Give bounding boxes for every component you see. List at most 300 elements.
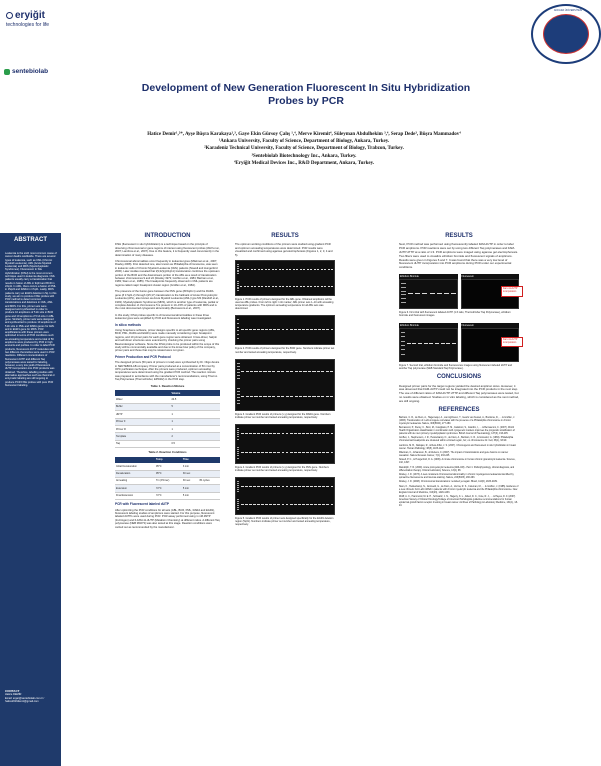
gel-band (263, 371, 266, 372)
gel-band (237, 369, 240, 370)
gel-band (273, 504, 276, 505)
table-cell: 24.5 (170, 396, 220, 403)
gel-band (275, 269, 277, 270)
gel-band (259, 396, 262, 397)
gel-band (401, 354, 405, 355)
gel-band (326, 329, 329, 330)
fig6-fl-label: Fluorescein (461, 274, 520, 279)
gel-band (237, 397, 240, 398)
gel-band (237, 290, 239, 291)
fig7-eb-label: Ethidium Bromide (399, 323, 458, 328)
gel-band (401, 345, 405, 346)
gel-band (321, 396, 324, 397)
gel-image-fig6-eb (399, 279, 458, 309)
gel-band (237, 436, 240, 437)
gel-band (268, 396, 271, 397)
gel-band (401, 302, 406, 303)
insilico-heading: In silico methods (115, 322, 142, 327)
gel-band (268, 371, 271, 372)
table-cell: 5 min (182, 492, 198, 499)
gel-band (257, 452, 260, 453)
gel-band (265, 504, 268, 505)
gel-band (237, 375, 240, 376)
gel-band (254, 396, 257, 397)
table-row (115, 396, 220, 403)
primer-text: The designed primers (50 pairs of primers in total) were synthesized by Dr. Oligo device in SENTEBIOLAB company. Primer pairs produced at a concentration of 50 nmol by OPC purification technique. After the primers were produced, optimum annealing temperatures were determined using the gradient PCR method. The reaction mixture was prepared in accordance with the manufacturer's recommendations, using Thermo Taq Polymerase (ThermoFisher, EP0402) in the PCR step. (115, 361, 220, 382)
gel-band (446, 343, 450, 344)
gel-band (306, 486, 309, 487)
gel-band (247, 286, 249, 287)
gel-band (326, 396, 329, 397)
gel-band (269, 452, 272, 453)
results-column-1 (235, 235, 335, 531)
gel-band (272, 286, 274, 287)
gel-band (321, 286, 323, 287)
gel-band (277, 452, 280, 453)
gel-band (429, 343, 433, 344)
gel-band (240, 286, 242, 287)
table-row (115, 426, 220, 433)
gel-band (245, 486, 248, 487)
gel-band (249, 433, 252, 434)
gel-band (318, 486, 321, 487)
references-heading: REFERENCES (438, 406, 480, 413)
gel-band (265, 329, 268, 330)
gel-band (324, 269, 326, 270)
gel-band (401, 336, 405, 337)
pcr-fluor-text: After optimizing the PCR conditions for all sets (ABL, BCR, PML, RARA and EGR1), fluorescent labeling studies of amplicons were started. For this purpose, fluorescent labeled dUTPs were used during PCR. PCR assay performed using 1 mM dNTP (Invitrogen) and 6-FAM-11-dUTP (Metabion Chemistry) at different ratios. A different Taq polymerase (NEB M0273) was also tested at this stage. Reaction conditions were carried out as recommended by the manufacturer. (115, 508, 220, 529)
table-cell: 1 (170, 418, 220, 425)
table-row (115, 411, 220, 418)
gel-band (253, 452, 256, 453)
gel-band (289, 269, 291, 270)
gel-band (290, 433, 293, 434)
gel-band (310, 452, 313, 453)
gel-band (286, 486, 289, 487)
gel-band (306, 452, 309, 453)
gel-band (237, 458, 240, 459)
gel-band (237, 430, 240, 431)
sentebiolab-mark-icon (4, 69, 10, 75)
gel-band (237, 428, 240, 429)
table-cell: 30 sec (182, 477, 198, 484)
introduction-column (115, 235, 220, 532)
gel-band (295, 371, 298, 372)
gel-band (296, 286, 298, 287)
gel-band (314, 433, 317, 434)
abstract-body: Leukemia is the sixth most common cause of cancer deaths worldwide. There are several types of leukemia, such as CML (Chronic Myeloid Leukemia), AML (Acute Myeloid Leukemia) and MDS (Myelodysplastic Syndromes). Fluorescent In Situ Hybridization (FISH) is the most common technique used in leukemia diagnosis. CML patients usually carry a translocation that results in fusion of ABL in 9q34 and BCR in 22q11. In AML, there occurs a fusion of PML in 15q24 and RARA in 17q21. Lastly, MDS patients carry an EGR1 deletion in 5q. In this study, we aim to produce FISH probes with PCR method to detect common translocations and deletions in CML, AML and MDS. For this, primer sets were designed and synthesized in order to produce 10 amplicons of 5 kb size in BCR gene and 10 amplicons of 5 kb size in ABL gene. Similarly, primer sets were designed and synthesized to produce 10 amplicons of 5 kb size in PML and RARA genes for AML and in EGR1 gene for MDS. PCR amplifications with these primers were optimized in terms of PCR conditions such as annealing temperature and a total of 50 amplicons were produced by PCR in high amounts and purities. In order to label PCR products, fluorescent dUTP molecules with two different chemistries were used in PCR reactions. Different concentrations of fluorescent dUTP and different Taq polymerases were tested for labeling, however, a very low yield of fluorescent dUTP incorporation into PCR products was obtained. Therefore, labelling studies with alternative approaches such as chemical or enzymatic labeling are still ongoing to produce PCR FISH probes with pure PCR fluorescent labeling. (5, 252, 57, 387)
gel-band (298, 504, 301, 505)
gel-band (290, 452, 293, 453)
gel-band (254, 269, 256, 270)
gel-band (314, 504, 317, 505)
gel-band (286, 433, 289, 434)
gel-band (441, 343, 445, 344)
reference-item: Bernasconi, P., Klersy, C., Boni, M., Cavigliano, P. M., Calatroni, S., Giardini, I., ... & Bernasconi, C. (2007). World Health Organization classification in combination with cytogenetic markers improves the prognostic stratification of patients with de novo primary myelodysplastic syndromes. British Journal of Haematology, 137(3), 193-205. (399, 427, 515, 435)
reference-item: Bartram, C. R., de Klein, A., Hagemeijer, A., van Agthoven, T., Geurts van Kessel, A., Bootsma, D., ... & Groffen, J. (1983). Translocation of c-abl oncogene correlates with the presence of a Philadelphia chromosome in chronic myelocytic leukaemia. Nature, 306(5940), 277-280. (399, 416, 515, 425)
gel-band (273, 486, 276, 487)
table-cell: Denaturation (115, 470, 155, 477)
gel-band (237, 501, 240, 502)
gel-band (237, 489, 240, 490)
gel-band (237, 334, 240, 335)
gel-band (298, 329, 301, 330)
gel-band (424, 343, 428, 344)
gel-band (290, 504, 293, 505)
gel-band (244, 286, 246, 287)
conclusions-text: Designed primer pairs for the target regions yielded the desired amplicon sizes. However, it was observed that FAM-dUTP could not be integrated into the PCR products in the next step. The use of different ratios of FAM-dUTP:dTTP and different Taq polymerases were tested, but no results were obtained. Studies on in vitro labeling, which is considered as the next method, are still ongoing. (399, 383, 519, 403)
gel-band (314, 269, 316, 270)
gel-band (282, 504, 285, 505)
gel-band (281, 396, 284, 397)
gel-band (273, 329, 276, 330)
fig1-caption: Figure 1. PCR results of primers designed for the ABL gene. Obtained amplicons will be used as ABL probes. From left to right: 1 kb marker; ABL primer sets 1–10 with annealing temperature gradients. The optimum annealing temperature for all ABL sets was determined. (235, 298, 334, 311)
fig7-panel (399, 323, 519, 362)
gel-band (298, 452, 301, 453)
affiliation-3: ³Sentebiolab Biotechnology Inc., Ankara, Turkey. (251, 153, 357, 159)
gel-band (451, 293, 456, 294)
gel-band (401, 298, 406, 299)
reference-item: Rowley, J. D. (1973). A new consistent chromosomal abnormality in chronic myelogenous leukaemia identified by quinacrine fluorescence and Giemsa staining. Nature, 243(5405), 290-293. (399, 473, 514, 479)
table-row (115, 470, 220, 477)
gel-band (310, 486, 313, 487)
gel-band (282, 433, 285, 434)
gel-band (310, 286, 312, 287)
gel-band (322, 504, 325, 505)
gel-band (261, 433, 264, 434)
gel-band (237, 388, 240, 389)
gel-band (310, 269, 312, 270)
results-column-2 (399, 235, 519, 509)
gel-band (237, 499, 240, 500)
gel-image-fig2 (235, 315, 335, 345)
gel-band (331, 329, 334, 330)
gel-band (268, 269, 270, 270)
gel-band (237, 285, 239, 286)
gel-band (331, 269, 333, 270)
gel-band (312, 371, 315, 372)
gel-image-fig3 (235, 359, 335, 411)
gel-band (302, 329, 305, 330)
table1-caption: Table 1. Reaction Mixture (150, 383, 185, 388)
gel-band (317, 269, 319, 270)
insilico-text: Using SnapGene software, primer designs specific to all specific gene regions (ABL, BCR, PML, RARA and EGR1) were made manually considering major breakpoint regions, and 10 primer pairs for each gene region were obtained. Cross-dimer, hairpin and self-dimer structures were examined by checking the primer pairs using Beacondesigner software. Since the FISH probe to be produced within the scope of this study will be commercially available and due to the know-how policy of the company, primer pairs and those that may be related were not given. (115, 328, 220, 353)
gel-band (253, 433, 256, 434)
reaction-mixture-table (115, 390, 220, 448)
gel-band (268, 286, 270, 287)
gel-band (307, 269, 309, 270)
gel-band (237, 319, 240, 320)
gel-band (314, 452, 317, 453)
gel-band (286, 371, 289, 372)
reaction-conditions-table (115, 457, 220, 500)
gel-band (241, 452, 244, 453)
table-cell: 1 (170, 426, 220, 433)
gel-band (237, 323, 240, 324)
table-cell: Water (115, 396, 170, 403)
gel-band (282, 286, 284, 287)
gel-band (326, 371, 329, 372)
reference-item: Groffen, J., Stephenson, J. R., Heisterkamp, N., de Klein, A., Bartram, C. R., & Grosveld, G. (1984). Philadelphia chromosomal breakpoints are clustered within a limited region, bcr, on chromosome 22. Cell, 36(1), 93-99. (399, 437, 514, 443)
table-row (115, 403, 220, 410)
gel-band (331, 433, 334, 434)
gel-band (249, 486, 252, 487)
gel-band (257, 329, 260, 330)
gel-band (286, 269, 288, 270)
seal-emblem-icon (543, 14, 589, 54)
gel-band (237, 447, 240, 448)
gel-band (318, 329, 321, 330)
reference-item: Randolph, T. R. (2000). Acute promyelocytic leukemia (AML-M3) - Part 1: Pathophysiology, clinical diagnosis, and differentiation therapy. Clinical Laboratory Science, 13(2), 98. (399, 466, 515, 472)
gel-band (282, 269, 284, 270)
gel-band (247, 269, 249, 270)
introduction-heading: INTRODUCTION (144, 233, 191, 239)
left-sidebar (0, 0, 61, 766)
gel-band (317, 396, 320, 397)
gel-band (408, 293, 413, 294)
gel-band (318, 452, 321, 453)
gel-band (237, 372, 240, 373)
gel-band (412, 343, 416, 344)
gel-band (430, 293, 435, 294)
gel-band (299, 396, 302, 397)
table-cell: 95°C (155, 470, 182, 477)
table-cell: Extension (115, 485, 155, 492)
gel-band (330, 396, 333, 397)
gel-band (302, 452, 305, 453)
gel-band (331, 452, 334, 453)
gel-band (263, 396, 266, 397)
gel-band (302, 504, 305, 505)
gel-band (237, 507, 240, 508)
gel-band (401, 294, 406, 295)
gel-band (254, 286, 256, 287)
gel-band (237, 483, 240, 484)
affiliation-2: ²Karadeniz Technical University, Faculty of Science, Department of Biology, Trabzon, Turkey. (204, 146, 404, 152)
gel-band (237, 509, 240, 510)
contact-name: Hatice DEMİR (5, 693, 22, 697)
gel-band (321, 269, 323, 270)
gel-band (244, 269, 246, 270)
gel-band (261, 329, 264, 330)
gel-band (321, 371, 324, 372)
fig7-fl-label: Fluorescein (461, 323, 520, 328)
gel-band (237, 327, 240, 328)
table-cell: 72°C (155, 492, 182, 499)
gel-band (261, 504, 264, 505)
gel-band (303, 396, 306, 397)
gel-band (331, 286, 333, 287)
table-row (115, 485, 220, 492)
table-cell: 95°C (155, 463, 182, 470)
fig2-caption: Figure 2. PCR results of primers designed for the BCR gene. Numbers indicate primer set number and tested annealing temperature, respectively. (235, 347, 335, 354)
gel-band (286, 504, 289, 505)
table-row (115, 418, 220, 425)
sentebiolab-name: sentebiolab (12, 68, 49, 75)
gel-band (286, 396, 289, 397)
gel-band (330, 371, 333, 372)
gel-band (328, 269, 330, 270)
gel-band (318, 433, 321, 434)
gel-band (317, 371, 320, 372)
gel-band (237, 453, 240, 454)
intro-paragraph-2: Chromosomal abnormalities occur frequently in leukemia types (Mitelman et al., 2007; Rowley 2008). First detected one, also known as Philadelphia chromosome, was seen in leukemic cells of Chronic Myeloid Leukemia (CML) patients (Nowell and Hungerford 2006). Later studies revealed that t(9;22)(q34;q11) translocation combines the upstream portion of the BCR and the downstream portion of the ABL as a result of translocation between chromosomes 9 and 22 (Rowley 1973; Groffen et al., 1984; Bartram et al., 1983; Stam et al., 1985). The breakpoints frequently observed in CML patients are regions called major breakpoint cluster region (Groffen et al., 1984). (115, 260, 220, 287)
table-row (115, 492, 220, 499)
gel-band (293, 269, 295, 270)
gel-band (290, 396, 293, 397)
contact-label: CONTACT (5, 689, 20, 693)
fig7-caption: Figure 7. Second trial, ethidium bromide and fluorescence images using fluorescent labeled dUTP and another Taq polymerase (NEB Standard Taq Polymerase). (399, 363, 513, 371)
gel-band (257, 486, 260, 487)
gel-band (306, 504, 309, 505)
table-cell: 30 sec (182, 470, 198, 477)
gel-band (322, 433, 325, 434)
gel-band (246, 371, 249, 372)
gel-band (237, 487, 240, 488)
gel-band (237, 434, 240, 435)
gel-band (290, 329, 293, 330)
table-cell: Taq (115, 440, 170, 447)
table-cell: Annealing (115, 477, 155, 484)
table-cell: 0.5 (170, 440, 220, 447)
gel-band (401, 287, 406, 288)
gel-band (237, 268, 239, 269)
intro-paragraph-1: FISH (fluorescent in situ hybridization) is a technique based on the principle of observing chromosomal or gene regions of interest using fluorescent probes (Wolf et al., 2007; Lambros et al., 2007). Due to this feature, it is frequently used conveniently in the determination of many diseases. (115, 243, 220, 257)
gel-band (237, 451, 240, 452)
contact-block (5, 690, 57, 703)
gel-band (241, 486, 244, 487)
gel-band (308, 396, 311, 397)
gel-band (415, 293, 420, 294)
gel-band (250, 371, 253, 372)
gel-band (444, 293, 449, 294)
table-row (115, 433, 220, 440)
gel-band (237, 330, 240, 331)
gel-band (254, 371, 257, 372)
pcr-fluor-heading: PCR with Fluorescent labeled dUTP (115, 502, 170, 507)
gel-band (286, 329, 289, 330)
gel-band (422, 293, 427, 294)
table-cell: 2 (170, 433, 220, 440)
gel-band (289, 286, 291, 287)
table2-caption: Table 2. Reaction Conditions (148, 450, 187, 455)
gel-band (272, 396, 275, 397)
gel-band (326, 433, 329, 434)
gel-band (407, 343, 411, 344)
fig6-eb-label: Ethidium Bromide (399, 274, 458, 279)
gel-band (237, 403, 240, 404)
gel-band (257, 504, 260, 505)
gel-band (310, 329, 313, 330)
gel-band (277, 371, 280, 372)
gel-band (237, 363, 240, 364)
gel-band (282, 452, 285, 453)
gel-band (258, 269, 260, 270)
gel-band (253, 486, 256, 487)
gel-band (435, 343, 439, 344)
gel-band (241, 396, 244, 397)
gel-band (279, 269, 281, 270)
eryigit-logo (6, 10, 58, 28)
gel-band (277, 504, 280, 505)
gel-band (237, 366, 240, 367)
gel-band (265, 286, 267, 287)
gel-band (290, 371, 293, 372)
reference-item: Stam, K., Heisterkamp, N., Grosveld, G., de Klein, A., Verma, R. S., Coleman, M., ... & Groffen, J. (1985). Evidence of a new chimeric bcr/c-abl mRNA in patients with chronic myelocytic leukemia and the Philadelphia chromosome. New England Journal of Medicine, 313(23), 1429-1433. (399, 485, 519, 494)
gel-band (237, 503, 240, 504)
gel-band (295, 396, 298, 397)
table-cell: Tm (Primer) (155, 477, 182, 484)
fig6-caption: Figure 6. First trial with fluorescent labeled dUTP (1:3 ratio, ThermoFisher Taq Polymerase), ethidium bromide and fluorescein images. (399, 311, 511, 318)
table-cell: Primer F (115, 418, 170, 425)
gel-band (265, 269, 267, 270)
table-cell: 1 (170, 411, 220, 418)
table-row (115, 440, 220, 447)
gel-band (452, 343, 456, 344)
gel-band (237, 338, 240, 339)
table-cell: 72°C (155, 485, 182, 492)
table-row (115, 463, 220, 470)
table-cell: 5 (170, 403, 220, 410)
gel-band (245, 433, 248, 434)
gel-band (265, 433, 268, 434)
gel-band (286, 286, 288, 287)
gel-band (298, 486, 301, 487)
gel-band (401, 332, 405, 333)
gel-band (245, 329, 248, 330)
gel-band (299, 371, 302, 372)
reference-item: Nowell, P. C., & Hungerford, D. A. (2006). A minute chromosome in human chronic granulocytic leukemia. Science, 132, 1497. (399, 459, 516, 465)
gel-band (418, 343, 422, 344)
seal-label: ANKARA ÜNİVERSİTESİ (553, 9, 583, 12)
gel-band (251, 286, 253, 287)
gel-band (237, 378, 240, 379)
gel-band (296, 269, 298, 270)
table2-header-cell: Temp (155, 457, 182, 463)
gel-band (326, 504, 329, 505)
gel-band (273, 452, 276, 453)
gel-band (281, 371, 284, 372)
table-cell (198, 485, 220, 492)
gel-image-fig1 (235, 260, 335, 296)
gel-band (259, 371, 262, 372)
reference-item: Rowley, J. D. (2008). Chromosomal translocations: revisited yet again. Blood, 112(6), 2183-2189. (399, 481, 498, 484)
gel-band (322, 486, 325, 487)
gel-band (294, 452, 297, 453)
gel-band (269, 329, 272, 330)
gel-band (314, 286, 316, 287)
gel-band (257, 433, 260, 434)
gel-band (326, 486, 329, 487)
gel-band (237, 400, 240, 401)
gel-image-fig5 (235, 477, 335, 515)
table-cell: Final Extension (115, 492, 155, 499)
gel-band (302, 486, 305, 487)
gel-band (318, 504, 321, 505)
intro-paragraph-3: The presence of the fusion gene between the PML gene (#15q24.1) and the RARA gene (# 17q21.2) through t(15;17) translocation is the hallmark of Acute Promyelocytic Leukemia (APL), also known as Acute Myeloid Leukemia (AML) type M3 (Randolf et al., 1993). Myelodysplastic Syndromes (MDS), which is another type of leukemia, partial or complete deletion of chromosome 5 is present in 10–15% of patients with MDS and is the most documented cytogenetic abnormality (Bernasconi et al., 2007). (115, 290, 220, 311)
results2-text: Next, PCR method was performed using fluorescently labeled FAM-dUTP in order to label PCR amplicons. PCR reactions were set by using two different Taq polymerases and FAM-dUTP:dTTP at a ratio of 1:3. PCR amplicons were imaged using agarose gel electrophoresis. Two filters were used to visualize ethidium bromide and fluorescent signals of amplicons. Results were given in Figures 6 and 7. It was found that there was a very low level of fluorescent dUTP incorporation into PCR amplicons during PCR under our experimental conditions. (399, 242, 519, 270)
gel-band (310, 504, 313, 505)
gel-band (328, 286, 330, 287)
gel-band (322, 452, 325, 453)
gel-band (324, 286, 326, 287)
table-cell: Initial Denaturation (115, 463, 155, 470)
gel-band (294, 486, 297, 487)
gel-band (293, 286, 295, 287)
gel-band (237, 455, 240, 456)
gel-band (300, 286, 302, 287)
gel-band (302, 433, 305, 434)
